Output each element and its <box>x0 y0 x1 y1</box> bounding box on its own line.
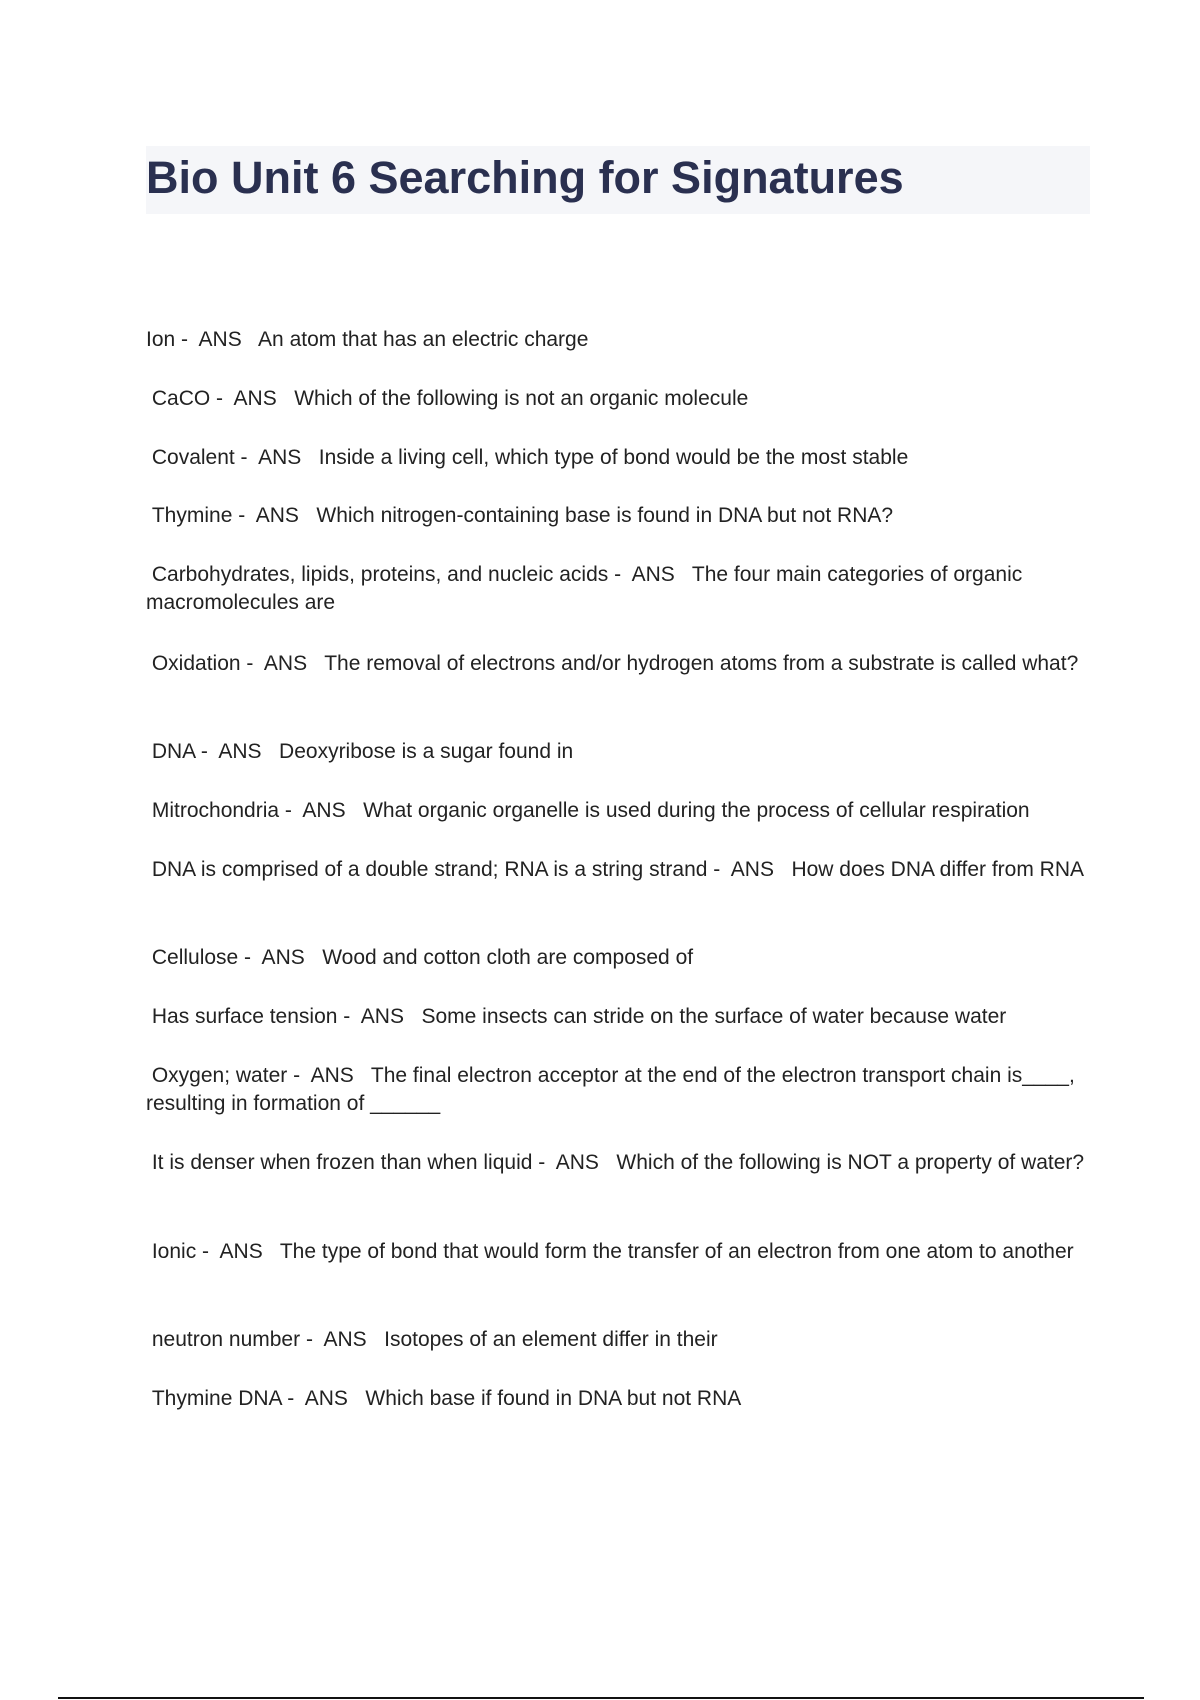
qa-item-15: neutron number - ANS Isotopes of an element differ in their <box>146 1328 718 1351</box>
qa-item-10: Cellulose - ANS Wood and cotton cloth are composed of <box>146 946 694 969</box>
qa-item-9: DNA is comprised of a double strand; RNA is a string strand - ANS How does DNA differ from RNA <box>146 858 1084 881</box>
qa-item-13: It is denser when frozen than when liquid - ANS Which of the following is NOT a property of water? <box>146 1151 1085 1174</box>
bottom-rule <box>58 1697 1144 1699</box>
qa-item-6: Oxidation - ANS The removal of electrons and/or hydrogen atoms from a substrate is called what? <box>146 652 1079 675</box>
qa-item-5: Carbohydrates, lipids, proteins, and nucleic acids - ANS The four main categories of organic macromolecules are <box>146 563 1029 614</box>
qa-item-11: Has surface tension - ANS Some insects can stride on the surface of water because water <box>146 1005 1007 1028</box>
qa-item-12: Oxygen; water - ANS The final electron acceptor at the end of the electron transport chain is____, resulting in formation of ______ <box>146 1064 1081 1115</box>
qa-item-7: DNA - ANS Deoxyribose is a sugar found in <box>146 740 574 763</box>
qa-item-4: Thymine - ANS Which nitrogen-containing base is found in DNA but not RNA? <box>146 504 894 527</box>
document-title: Bio Unit 6 Searching for Signatures <box>146 152 904 203</box>
qa-item-2: CaCO - ANS Which of the following is not an organic molecule <box>146 387 749 410</box>
qa-item-1: Ion - ANS An atom that has an electric charge <box>146 328 589 351</box>
qa-item-8: Mitrochondria - ANS What organic organelle is used during the process of cellular respiration <box>146 799 1030 822</box>
qa-item-14: Ionic - ANS The type of bond that would form the transfer of an electron from one atom to another <box>146 1240 1074 1263</box>
qa-item-3: Covalent - ANS Inside a living cell, which type of bond would be the most stable <box>146 446 909 469</box>
qa-item-16: Thymine DNA - ANS Which base if found in DNA but not RNA <box>146 1387 742 1410</box>
